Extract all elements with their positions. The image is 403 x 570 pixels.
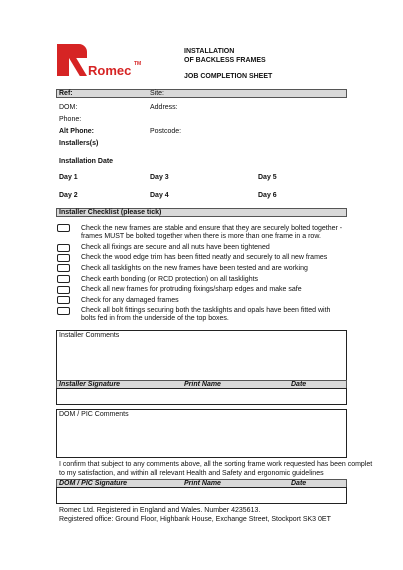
logo-mark-diag [69,58,87,76]
title-line1: INSTALLATION [184,48,235,55]
installer-print-name-label: Print Name [184,381,221,388]
checklist-item-6: Check all new frames for protruding fixings/sharp edges and make safe [81,286,302,293]
alt-phone-field-label: Alt Phone: [59,128,94,135]
address-field-label: Address: [150,104,178,111]
day-1-label: Day 1 [59,174,78,181]
dom-comments-box[interactable] [56,409,347,458]
checkbox-item-4[interactable] [57,264,70,272]
confirm-line1: I confirm that subject to any comments above, all the sorting frame work requested has been complet [59,461,373,468]
installers-field-label: Installers(s) [59,140,99,147]
checkbox-item-1[interactable] [57,224,70,232]
checkbox-item-5[interactable] [57,275,70,283]
checkbox-item-2[interactable] [57,244,70,252]
checklist-item-8-line1: Check all bolt fittings securing both the tasklights and opals have been fitted with [81,307,331,314]
checklist-heading-bar [56,208,347,217]
dom-signature-label: DOM / PIC Signature [59,480,128,487]
checklist-item-2: Check all fixings are secure and all nuts have been tightened [81,244,270,251]
footer-line1: Romec Ltd. Registered in England and Wales. Number 4235613. [59,507,261,514]
checklist-item-5: Check earth bonding (or RCD protection) on all tasklights [81,276,259,283]
logo-mark-bottom [57,58,69,76]
confirm-line2: to my satisfaction, and within all relevant Health and Safety and ergonomic guidelines [59,470,324,477]
installer-comments-box[interactable] [56,330,347,381]
site-label: Site: [150,90,165,97]
day-3-label: Day 3 [150,174,169,181]
installer-comments-label: Installer Comments [59,332,120,339]
installer-date-label: Date [291,381,307,388]
checklist-heading: Installer Checklist (please tick) [59,209,162,216]
checklist-item-7: Check for any damaged frames [81,297,179,304]
romec-logo [57,44,147,80]
checklist-item-1-line2: frames MUST be bolted together when there is more than one frame in a row. [81,233,321,240]
ref-bar [56,89,347,98]
dom-date-label: Date [291,480,307,487]
logo-text: Romec [88,63,132,78]
ref-label: Ref: [59,90,73,97]
dom-field-label: DOM: [59,104,78,111]
footer-line2: Registered office: Ground Floor, Highbank House, Exchange Street, Stockport SK3 0ET [59,516,331,523]
checklist-item-1-line1: Check the new frames are stable and ensure that they are securely bolted together - [81,225,343,232]
day-4-label: Day 4 [150,192,169,199]
dom-comments-label: DOM / PIC Comments [59,411,129,418]
sheet-subtitle: JOB COMPLETION SHEET [184,73,273,80]
day-5-label: Day 5 [258,174,277,181]
dom-print-name-label: Print Name [184,480,221,487]
phone-field-label: Phone: [59,116,82,123]
installation-date-label: Installation Date [59,158,114,165]
postcode-field-label: Postcode: [150,128,182,135]
checkbox-item-8[interactable] [57,307,70,315]
logo-tm: TM [134,61,142,67]
day-2-label: Day 2 [59,192,78,199]
checkbox-item-3[interactable] [57,254,70,262]
title-line2: OF BACKLESS FRAMES [184,57,266,64]
checklist-item-4: Check all tasklights on the new frames have been tested and are working [81,265,308,272]
checklist-item-8-line2: bolts fed in from the underside of the top boxes. [81,315,229,322]
checklist-item-3: Check the wood edge trim has been fitted neatly and securely to all new frames [81,254,328,261]
checkbox-item-6[interactable] [57,286,70,294]
logo-mark-top [57,44,87,58]
installer-signature-label: Installer Signature [59,381,121,388]
day-6-label: Day 6 [258,192,277,199]
dom-signature-field[interactable] [56,487,347,504]
installer-signature-field[interactable] [56,388,347,405]
checkbox-item-7[interactable] [57,296,70,304]
